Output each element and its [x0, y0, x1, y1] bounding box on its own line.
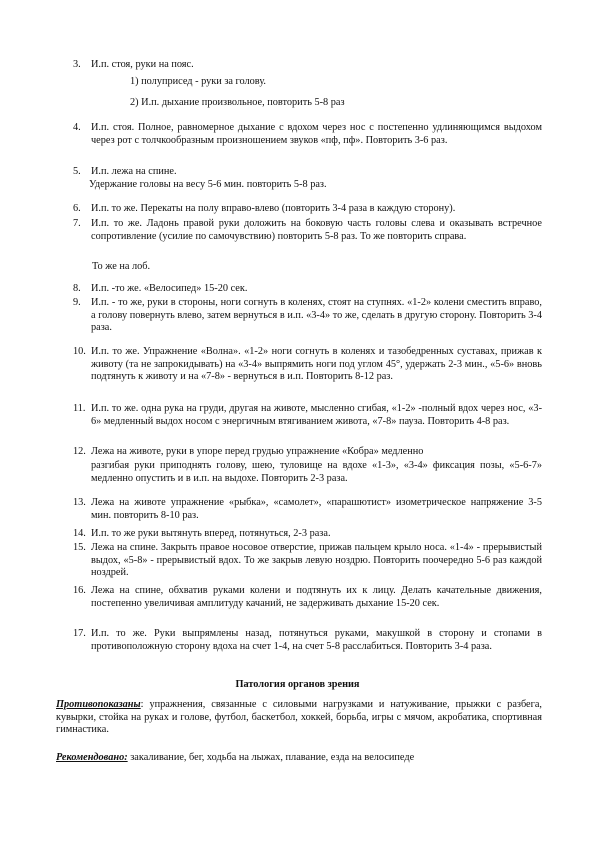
item-text: И.п. то же. Ладонь правой руки доложить на боковую часть головы слева и оказывать встречное сопротивление (усилие по самочувствию) повторить 5-8 раз. То же повторить справа. — [91, 218, 542, 242]
item-text: Лежа на животе, руки в упоре перед грудью упражнение «Кобра» медленно — [91, 446, 424, 457]
item-text: Лежа на животе упражнение «рыбка», «самолет», «парашютист» изометрическое напряжение 3-5 мин. повторить 8-10 раз. — [91, 497, 542, 521]
item-number: 6. — [73, 203, 81, 214]
exercise-item-11 — [73, 403, 542, 428]
item-number: 16. — [73, 585, 86, 596]
item-number: 3. — [73, 59, 81, 70]
item-text: И.п. стоя, руки на пояс. — [91, 59, 194, 70]
item-number: 5. — [73, 166, 81, 177]
item-number: 15. — [73, 542, 86, 553]
recommended-text: закаливание, бег, ходьба на лыжах, плавание, езда на велосипеде — [127, 752, 415, 763]
exercise-sub-2 — [130, 97, 530, 110]
item-number: 10. — [73, 346, 86, 357]
item-text: Лежа на спине. Закрыть правое носовое отверстие, прижав пальцем крыло носа. «1-4» - прерывистый выдох, «5-8» - прерывистый вдох. То же закрыв левую ноздрю. Повторить поочередно 5-6 раз каждой ноздрей. — [91, 542, 542, 579]
item-text: И.п. то же. одна рука на груди, другая на животе, мысленно сгибая, «1-2» -полный вдох через нос, «3-6» медленный выдох носом с энергичным втягиванием живота, «7-8» пауза. Повторить 4-8 раз. — [91, 403, 542, 427]
exercise-item-4 — [73, 122, 542, 147]
recommended-label: Рекомендовано: — [56, 752, 128, 763]
item-text: разгибая руки приподнять голову, шею, туловище на вдохе «1-3», «3-4» фиксация позы, «5-6-7» медленно опустить и в и.п. на выдохе. Повторить 2-3 раза. — [91, 460, 542, 484]
item-text: И.п. лежа на спине. — [91, 166, 177, 177]
exercise-item-7 — [73, 218, 542, 243]
exercise-item-12-cont — [91, 460, 542, 485]
exercise-item-8 — [73, 283, 542, 296]
exercise-item-15 — [73, 542, 542, 580]
exercise-item-6 — [73, 203, 542, 216]
item-number: 11. — [73, 403, 86, 414]
exercise-item-7-line2 — [92, 261, 392, 274]
exercise-item-5 — [73, 166, 542, 179]
item-text: И.п. то же руки вытянуть вперед, потянуться, 2-3 раза. — [91, 528, 331, 539]
item-number: 8. — [73, 283, 81, 294]
exercise-item-9 — [73, 297, 542, 335]
item-text: И.п. - то же, руки в стороны, ноги согнуть в коленях, стоят на ступнях. «1-2» колени сместить вправо, а голову повернуть влево, затем вернуться в и.п. «3-4» то же, сделать в другую сторону. Повторить 3-4 раза. — [91, 297, 542, 334]
item-number: 4. — [73, 122, 81, 133]
item-number: 9. — [73, 297, 81, 308]
item-text: И.п. то же. Руки выпрямлены назад, потянуться руками, макушкой в сторону и стопами в противоположную сторону вдоха на счет 1-4, на счет 5-8 расслабиться. Повторить 3-4 раза. — [91, 628, 542, 652]
item-text: Лежа на спине, обхватив руками колени и подтянуть их к лицу. Делать качательные движения, постепенно увеличивая амплитуду качаний, не задерживать дыхание 15-20 сек. — [91, 585, 542, 609]
sub-step-text: 1) полуприсед - руки за голову. — [130, 76, 267, 87]
recommended-paragraph — [56, 752, 542, 765]
exercise-item-12 — [73, 446, 542, 459]
item-text: То же на лоб. — [92, 261, 151, 272]
exercise-item-5-line2 — [89, 179, 529, 192]
exercise-sub-1 — [130, 76, 530, 89]
exercise-item-10 — [73, 346, 542, 384]
item-text: И.п. то же. Перекаты на полу вправо-влево (повторить 3-4 раза в каждую сторону). — [91, 203, 456, 214]
item-number: 17. — [73, 628, 86, 639]
item-text: И.п. -то же. «Велосипед» 15-20 сек. — [91, 283, 248, 294]
contraindications-text: : упражнения, связанные с силовыми нагрузками и натуживание, прыжки с разбега, кувырки, стойка на руках и голове, футбол, баскетбол, хоккей, борьба, игры с мячом, акробатика, спортивная гимнастика. — [56, 699, 542, 736]
exercise-item-13 — [73, 497, 542, 522]
item-text: И.п. то же. Упражнение «Волна». «1-2» ноги согнуть в коленях и тазобедренных суставах, прижав к животу (та не запрокидывать) на «3-4» выпрямить ноги под углом 45°, удержать 2-3 мин., «5-6» вновь подтянуть к животу и на «7-8» - вернуться в и.п. Повторить 8-12 раз. — [91, 346, 542, 383]
section-heading: Патология органов зрения — [235, 679, 360, 690]
exercise-item-16 — [73, 585, 542, 610]
item-number: 12. — [73, 446, 86, 457]
item-text: И.п. стоя. Полное, равномерное дыхание с вдохом через нос с постепенно удлиняющимся выдохом через рот с толчкообразным произношением звуков «пф, пф». Повторить 3-6 раз. — [91, 122, 542, 146]
item-number: 14. — [73, 528, 86, 539]
exercise-item-17 — [73, 628, 542, 653]
item-number: 13. — [73, 497, 86, 508]
exercise-item-3 — [73, 59, 542, 72]
contraindications-label: Противопоказаны — [56, 699, 141, 710]
sub-step-text: 2) И.п. дыхание произвольное, повторить 5-8 раз — [130, 97, 345, 108]
item-text: Удержание головы на весу 5-6 мин. повторить 5-8 раз. — [89, 179, 327, 190]
item-number: 7. — [73, 218, 81, 229]
contraindications-paragraph — [56, 699, 542, 737]
exercise-item-14 — [73, 528, 542, 541]
